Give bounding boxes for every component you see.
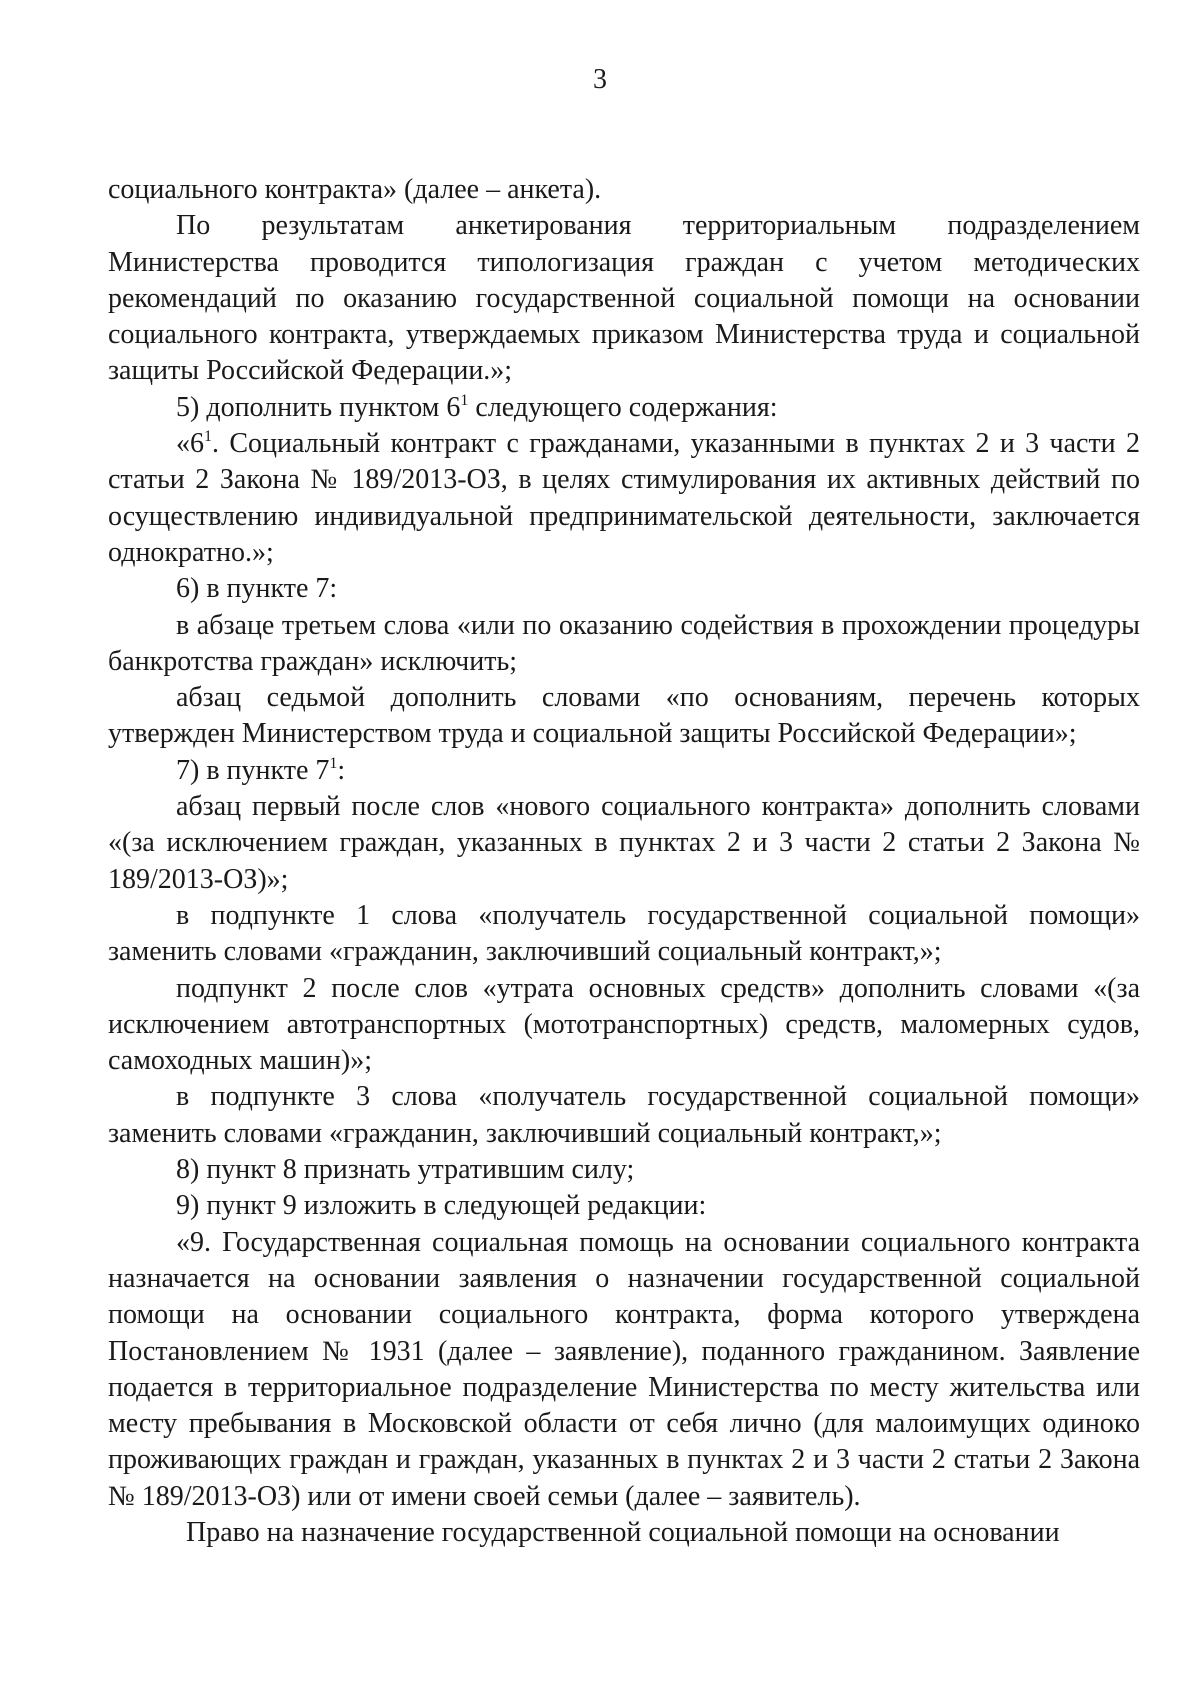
paragraph: «9. Государственная социальная помощь на основании социального контракта назначается на основании заявления о назначении государственной социальной помощи на основании социального контракта, форма которого утверждена Постановлением № 1931 (далее – заявление), поданного гражданином. Заявление подается в территориальное подразделение Министерства по месту жительства или месту пребывания в Московской области от себя лично (для малоимущих одиноко проживающих граждан и граждан, указанных в пунктах 2 и 3 части 2 статьи 2 Закона № 189/2013-ОЗ) или от имени своей семьи (далее – заявитель). bbox=[108, 1226, 1140, 1512]
paragraph-text: 5) дополнить пунктом 6 bbox=[176, 391, 461, 423]
paragraph-text: следующего содержания: bbox=[468, 391, 778, 423]
paragraph: абзац седьмой дополнить словами «по основаниям, перечень которых утвержден Министерством труда и социальной защиты Российской Федерации»; bbox=[108, 682, 1140, 750]
paragraph: в подпункте 3 слова «получатель государственной социальной помощи» заменить словами «гражданин, заключивший социальный контракт,»; bbox=[108, 1081, 1140, 1149]
paragraph: подпункт 2 после слов «утрата основных средств» дополнить словами «(за исключением автотранспортных (мототранспортных) средств, маломерных судов, самоходных машин)»; bbox=[108, 972, 1140, 1077]
paragraph: в подпункте 1 слова «получатель государственной социальной помощи» заменить словами «гражданин, заключивший социальный контракт,»; bbox=[108, 899, 1140, 968]
paragraph: социального контракта» (далее – анкета). bbox=[108, 174, 602, 205]
paragraph bbox=[108, 390, 1140, 426]
paragraph: По результатам анкетирования территориальным подразделением Министерства проводится типологизация граждан с учетом методических рекомендаций по оказанию государственной социальной помощи на основании социального контракта, утверждаемых приказом Министерства труда и социальной защиты Российской Федерации.»; bbox=[108, 210, 1140, 387]
paragraph-text: 7) в пункте 7 bbox=[176, 754, 330, 786]
superscript: 1 bbox=[329, 754, 338, 772]
paragraph: Право на назначение государственной социальной помощи на основании bbox=[186, 1516, 1060, 1548]
paragraph bbox=[108, 426, 1140, 571]
paragraph: 8) пункт 8 признать утратившим силу; bbox=[176, 1154, 635, 1186]
paragraph-text: . Социальный контракт с гражданами, указанными в пунктах 2 и 3 части 2 статьи 2 Закона № 189/2013-ОЗ, в целях стимулирования их активных действий по осуществлению индивидуальной предпринимательской деятельности, заключается однократно.»; bbox=[108, 428, 1140, 568]
paragraph: абзац первый после слов «нового социального контракта» дополнить словами «(за исключением граждан, указанных в пунктах 2 и 3 части 2 статьи 2 Закона № 189/2013-ОЗ)»; bbox=[108, 791, 1140, 895]
paragraph: 6) в пункте 7: bbox=[176, 573, 338, 605]
paragraph-text: : bbox=[337, 754, 346, 786]
paragraph bbox=[108, 753, 1140, 789]
superscript: 1 bbox=[204, 428, 212, 446]
paragraph-text: «6 bbox=[176, 428, 204, 460]
paragraph: 9) пункт 9 изложить в следующей редакции: bbox=[176, 1190, 707, 1222]
paragraph: в абзаце третьем слова «или по оказанию содействия в прохождении процедуры банкротства граждан» исключить; bbox=[108, 609, 1140, 677]
superscript: 1 bbox=[460, 391, 469, 409]
page-number: 3 bbox=[593, 64, 607, 95]
document-body bbox=[108, 172, 1140, 1551]
